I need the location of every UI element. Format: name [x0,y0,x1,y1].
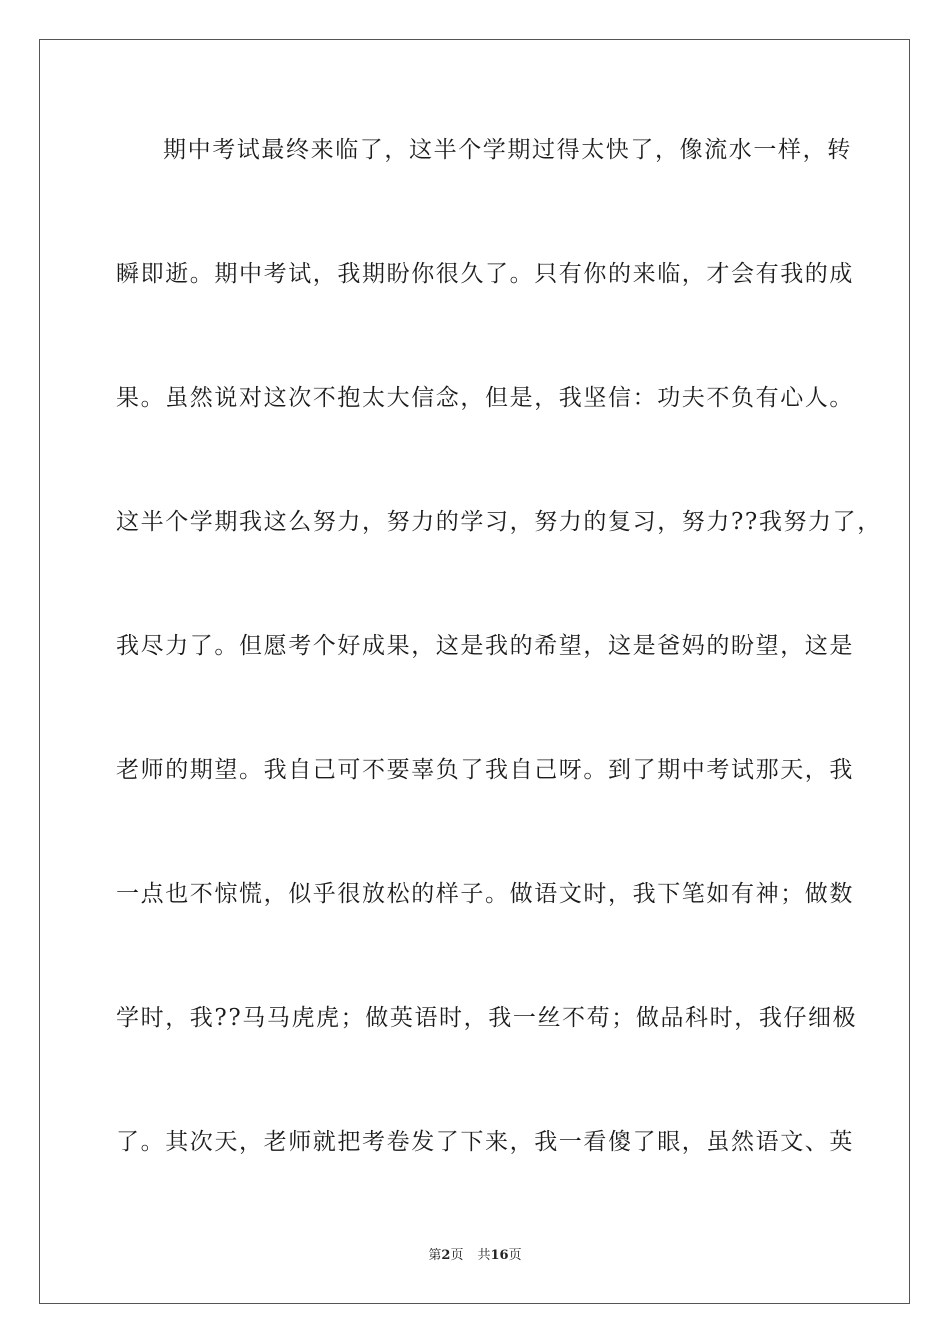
text-line-1: 期中考试最终来临了，这半个学期过得太快了，像流水一样，转 [163,137,852,163]
text-line-6: 老师的期望。我自己可不要辜负了我自己呀。到了期中考试那天，我 [116,757,854,783]
text-line-7: 一点也不惊慌，似乎很放松的样子。做语文时，我下笔如有神；做数 [116,881,854,907]
total-prefix: 共 [477,1248,491,1263]
text-line-5: 我尽力了。但愿考个好成果，这是我的希望，这是爸妈的盼望，这是 [116,633,854,659]
total-suffix: 页 [508,1248,522,1263]
page-number: 2 [441,1248,451,1263]
text-line-8: 学时，我??马马虎虎；做英语时，我一丝不苟；做品科时，我仔细极 [116,1005,858,1031]
page-footer [0,1247,950,1265]
page-prefix: 第 [428,1248,442,1263]
text-line-4: 这半个学期我这么努力，努力的学习，努力的复习，努力??我努力了， [116,509,882,535]
total-pages: 16 [490,1248,509,1263]
text-line-3: 果。虽然说对这次不抱太大信念，但是，我坚信：功夫不负有心人。 [116,385,854,411]
page-suffix: 页 [450,1248,464,1263]
text-line-9: 了。其次天，老师就把考卷发了下来，我一看傻了眼，虽然语文、英 [116,1129,854,1155]
text-line-2: 瞬即逝。期中考试，我期盼你很久了。只有你的来临，才会有我的成 [116,261,854,287]
page-border [39,39,910,1304]
